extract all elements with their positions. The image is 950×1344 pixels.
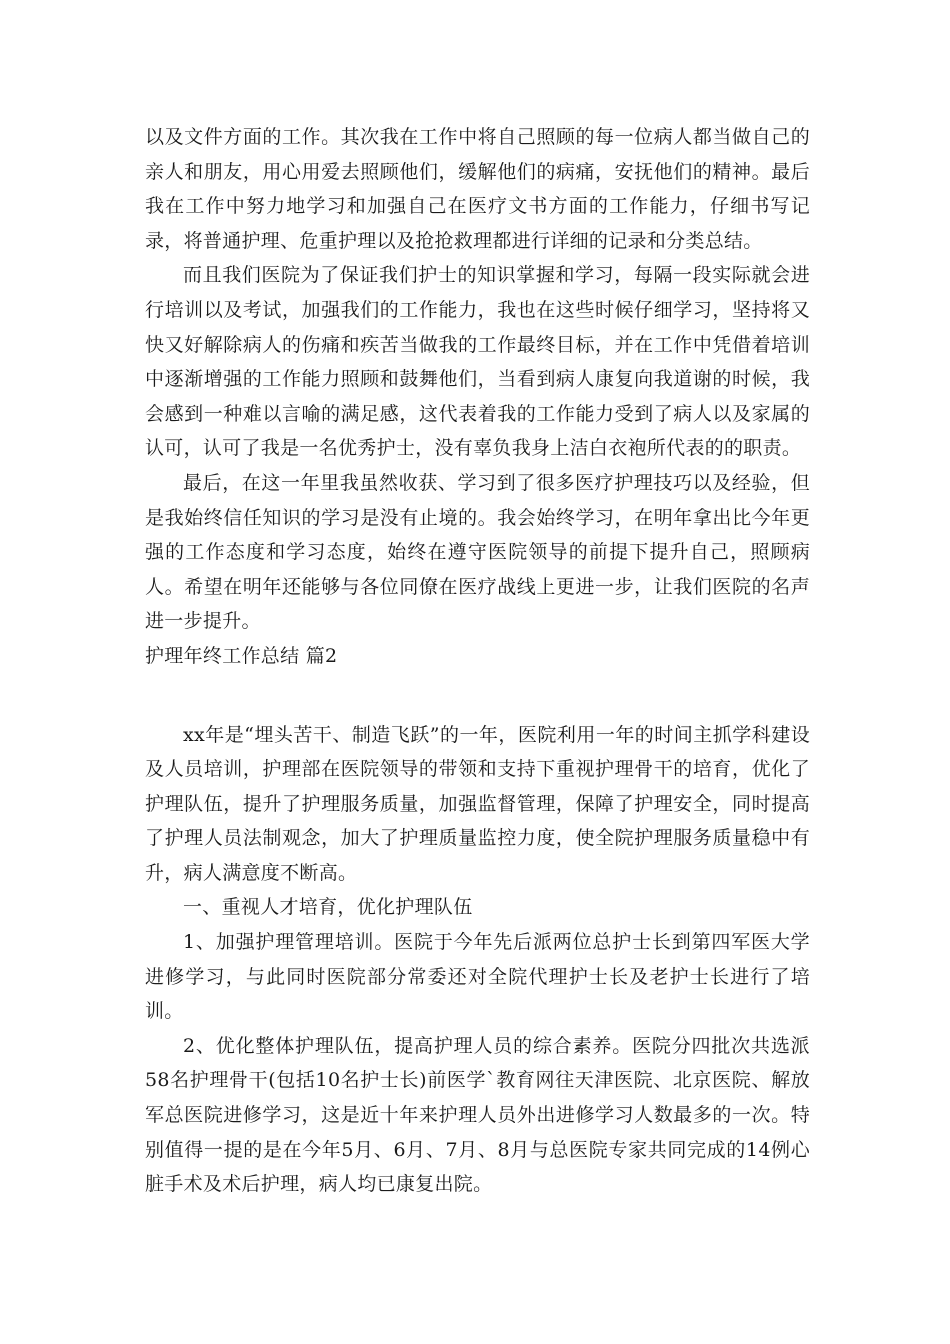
paragraph-continuation: 以及文件方面的工作。其次我在工作中将自己照顾的每一位病人都当做自己的亲人和朋友，用心用爱去照顾他们，缓解他们的病痛，安抚他们的精神。最后我在工作中努力地学习和加强自己在医疗文书方面的工作能力，仔细书写记录，将普通护理、危重护理以及抢抢救理都进行详细的记录和分类总结。 (145, 126, 810, 252)
document-body (145, 120, 810, 1202)
paragraph-team-optimization: 2、优化整体护理队伍，提高护理人员的综合素养。医院分四批次共选派58名护理骨干(包括10名护士长)前医学`教育网往天津医院、北京医院、解放军总医院进修学习，这是近十年来护理人员外出进修学习人数最多的一次。特别值得一提的是在今年5月、6月、7月、8月与总医院专家共同完成的14例心脏手术及术后护理，病人均已康复出院。 (145, 1034, 810, 1196)
paragraph-conclusion: 最后，在这一年里我虽然收获、学习到了很多医疗护理技巧以及经验，但是我始终信任知识的学习是没有止境的。我会始终学习，在明年拿出比今年更强的工作态度和学习态度，始终在遵守医院领导的前提下提升自己，照顾病人。希望在明年还能够与各位同僚在医疗战线上更进一步，让我们医院的名声进一步提升。 (145, 471, 810, 633)
paragraph-management-training: 1、加强护理管理培训。医院于今年先后派两位总护士长到第四军医大学进修学习，与此同时医院部分常委还对全院代理护士长及老护士长进行了培训。 (145, 931, 810, 1023)
subheading-talent: 一、重视人才培育，优化护理队伍 (183, 896, 473, 919)
paragraph-training: 而且我们医院为了保证我们护士的知识掌握和学习，每隔一段实际就会进行培训以及考试，加强我们的工作能力，我也在这些时候仔细学习，坚持将又快又好解除病人的伤痛和疾苦当做我的工作最终目标，并在工作中凭借着培训中逐渐增强的工作能力照顾和鼓舞他们，当看到病人康复向我道谢的时候，我会感到一种难以言喻的满足感，这代表着我的工作能力受到了病人以及家属的认可，认可了我是一名优秀护士，没有辜负我身上洁白衣袍所代表的的职责。 (145, 264, 810, 460)
section-title: 护理年终工作总结 篇2 (145, 644, 338, 667)
paragraph-year-summary: xx年是“埋头苦干、制造飞跃”的一年，医院利用一年的时间主抓学科建设及人员培训，护理部在医院领导的带领和支持下重视护理骨干的培育，优化了护理队伍，提升了护理服务质量，加强监督管理，保障了护理安全，同时提高了护理人员法制观念，加大了护理质量监控力度，使全院护理服务质量稳中有升，病人满意度不断高。 (145, 723, 810, 884)
